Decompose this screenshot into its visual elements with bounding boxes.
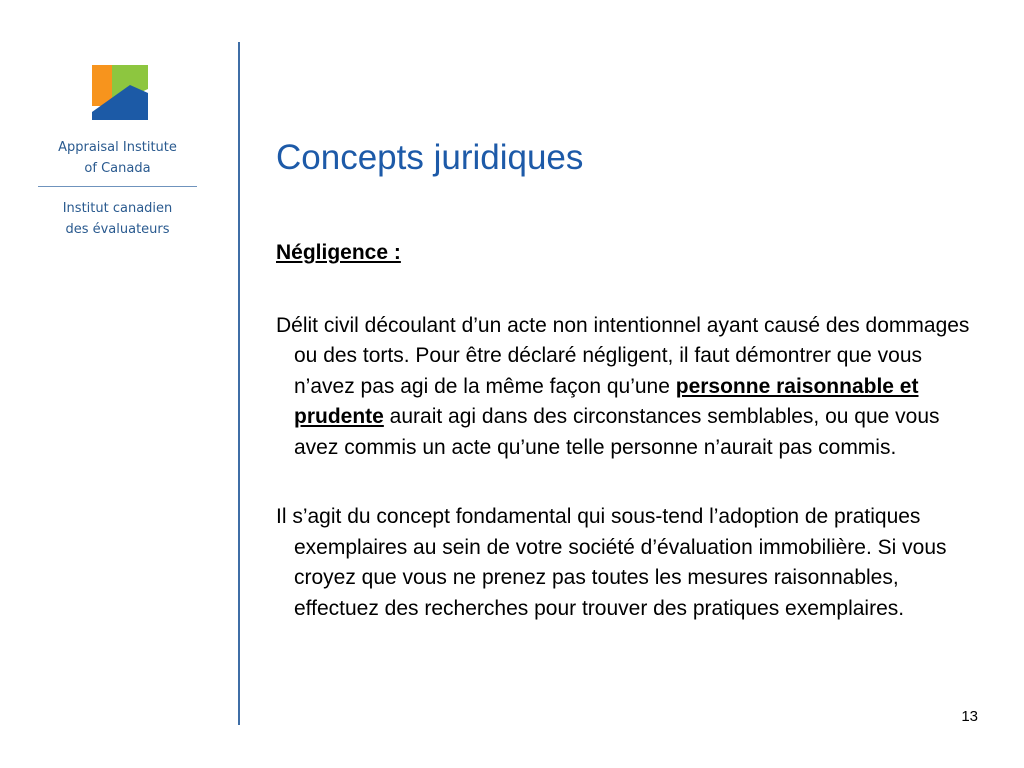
vertical-divider (238, 42, 240, 725)
paragraph-definition-end: aurait agi dans des circonstances semblables, ou que vous avez commis un acte qu’une telle personne n’aurait pas commis. (294, 405, 940, 459)
org-divider (38, 186, 197, 187)
paragraph-best-practices: Il s’agit du concept fondamental qui sous-tend l’adoption de pratiques exemplaires au sein de votre société d’évaluation immobilière. Si vous croyez que vous ne prenez pas toutes les mesures raisonnables, effectuez des recherches pour trouver des pratiques exemplaires. (276, 505, 947, 620)
org-name-english-line1: Appraisal Institute (58, 140, 177, 155)
org-name-french (38, 198, 197, 240)
paragraph-definition-start: Délit civil découlant d’un acte non intentionnel ayant causé des dommages ou des torts. Pour être déclaré négligent, il faut démontrer que vous n’avez pas agi de la même façon qu’une (276, 313, 970, 398)
appraisal-institute-logo-icon (92, 65, 148, 120)
slide-body (276, 238, 976, 624)
org-name-french-line2: des évaluateurs (65, 222, 170, 237)
page-number: 13 (961, 708, 978, 725)
slide-title: Concepts juridiques (276, 138, 584, 177)
paragraph-definition (276, 311, 976, 464)
logo-orange-block (92, 65, 112, 106)
emphasized-term: personne raisonnable et prudente (294, 374, 919, 428)
org-name-english-line2: of Canada (84, 161, 151, 176)
section-heading: Négligence : (276, 241, 401, 264)
org-name-english (38, 137, 197, 179)
org-name-french-line1: Institut canadien (62, 201, 173, 216)
